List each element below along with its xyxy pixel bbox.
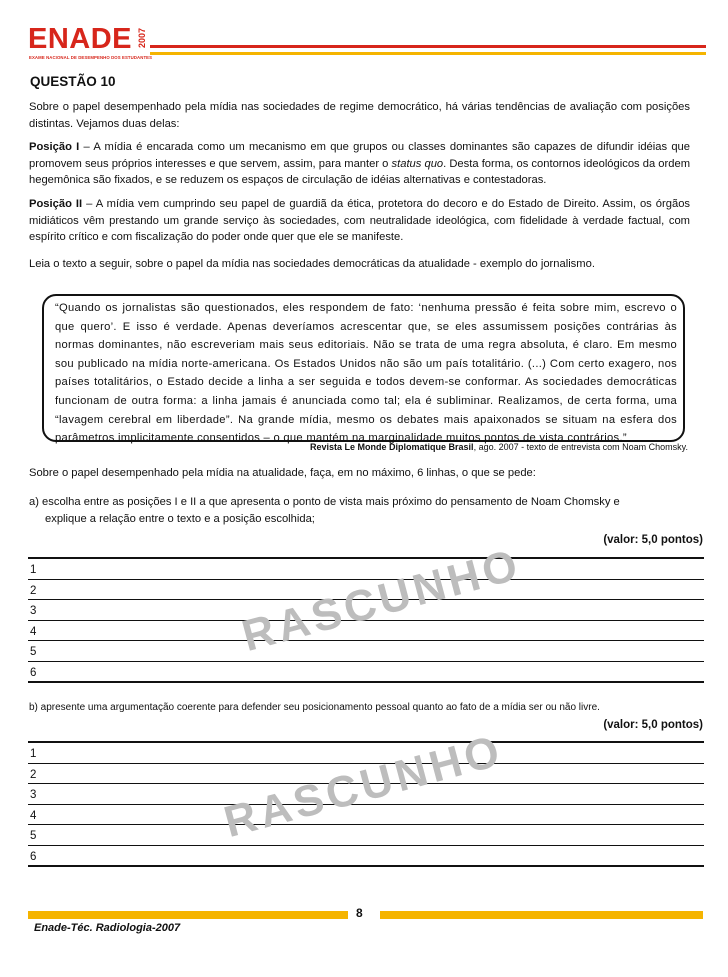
item-b: b) apresente uma argumentação coerente para defender seu posicionamento pessoal quanto ao fato de a mídia ser ou não livre. xyxy=(29,702,600,713)
read-instruction: Leia o texto a seguir, sobre o papel da mídia nas sociedades democráticas da atualidade - exemplo do jornalismo. xyxy=(29,258,595,270)
enade-logo xyxy=(28,22,156,64)
question-title: QUESTÃO 10 xyxy=(30,74,116,89)
source-details: , ago. 2007 - texto de entrevista com Noam Chomsky. xyxy=(473,442,688,452)
task-intro: Sobre o papel desempenhado pela mídia na atualidade, faça, em no máximo, 6 linhas, o que se pede: xyxy=(29,467,536,479)
quote-source xyxy=(310,442,688,452)
logo-year: 2007 xyxy=(137,28,147,49)
answer-line[interactable]: 3 xyxy=(28,784,704,805)
page-number: 8 xyxy=(356,906,363,920)
watermark-rascunho: RASCUNHO xyxy=(237,539,527,662)
intro-paragraph: Sobre o papel desempenhado pela mídia nas sociedades de regime democrático, há várias tendências de avaliação com posições distintas. Vejamos duas delas: xyxy=(29,101,690,130)
position-1-emphasis: status quo xyxy=(391,157,444,170)
item-a xyxy=(29,494,690,527)
footer-text: Enade-Téc. Radiologia-2007 xyxy=(34,922,181,934)
position-1-label: Posição I xyxy=(29,141,80,153)
position-2-text: – A mídia vem cumprindo seu papel de guardiã da ética, protetora do decoro e do Estado de Direito. Assim, os órgãos midiáticos vêm prestando um grande serviço às sociedades, com neutralidade ideológica, com fidelidade à verdade factual, com espírito crítico e com fiscalização do poder onde quer que ele se manifeste. xyxy=(29,198,691,243)
answer-line[interactable]: 5 xyxy=(28,825,704,846)
answer-line[interactable]: 1 xyxy=(28,743,704,764)
item-b-value: (valor: 5,0 pontos) xyxy=(603,719,703,731)
answer-line[interactable]: 5 xyxy=(28,641,704,662)
header-yellow-line xyxy=(150,52,706,55)
position-1-text: – A mídia é encarada como um mecanismo em que grupos ou classes dominantes são capazes de difundir idéias que promovem seus próprios interesses e que servem, assim, para manter o xyxy=(29,141,690,170)
source-publication: Revista Le Monde Diplomatique Brasil xyxy=(310,442,474,452)
answer-line[interactable]: 3 xyxy=(28,600,704,621)
answer-line[interactable]: 2 xyxy=(28,580,704,601)
logo-subtitle: EXAME NACIONAL DE DESEMPENHO DOS ESTUDANTES xyxy=(29,55,153,60)
header-red-line xyxy=(150,45,706,48)
position-1-paragraph xyxy=(29,139,690,189)
logo-word: ENADE xyxy=(28,23,133,55)
answer-line[interactable]: 6 xyxy=(28,662,704,683)
position-2-label: Posição II xyxy=(29,198,83,210)
answer-line[interactable]: 4 xyxy=(28,621,704,642)
item-a-line-2: explique a relação entre o texto e a posição escolhida; xyxy=(45,512,315,525)
position-1-text-end: . Desta forma, os contornos ideológicos da ordem hegemônica são fixados, e se reduzem os espaços de circulação de idéias alternativas e contestadoras. xyxy=(29,157,691,186)
footer-bar-right xyxy=(380,911,703,919)
position-2-paragraph xyxy=(29,196,690,246)
footer-bar-left xyxy=(28,911,348,919)
answer-line[interactable]: 2 xyxy=(28,764,704,785)
item-a-line-1: a) escolha entre as posições I e II a que apresenta o ponto de vista mais próximo do pensamento de Noam Chomsky e xyxy=(29,496,620,508)
watermark-rascunho: RASCUNHO xyxy=(219,725,509,848)
answer-line[interactable]: 4 xyxy=(28,805,704,826)
item-a-value: (valor: 5,0 pontos) xyxy=(603,534,703,546)
answer-line[interactable]: 6 xyxy=(28,846,704,867)
quote-text: “Quando os jornalistas são questionados, eles respondem de fato: ‘nenhuma pressão é feita sobre mim, escrevo o que quero’. E isso é verdade. Apenas deveríamos acrescentar que, se eles assumissem posições contrárias às normas dominantes, não escreveriam mais seus editoriais. Não se trata de uma regra absoluta, é claro. Em mesmo sou publicado na mídia norte-americana. Os Estados Unidos não são um país totalitário. (...) Com certo exagero, nos países totalitários, o Estado decide a linha a ser seguida e todos devem-se conformar. As sociedades democráticas funcionam de outra forma: a linha jamais é anunciada como tal; ela é subliminar. Realizamos, de certa forma, uma “lavagem cerebral em liberdade”. Na grande mídia, mesmo os debates mais apaixonados se situam na esfera dos parâmetros implicitamente consentidos – o que mantém na marginalidade muitos pontos de vista contrários.” xyxy=(55,302,677,445)
answer-line[interactable]: 1 xyxy=(28,559,704,580)
